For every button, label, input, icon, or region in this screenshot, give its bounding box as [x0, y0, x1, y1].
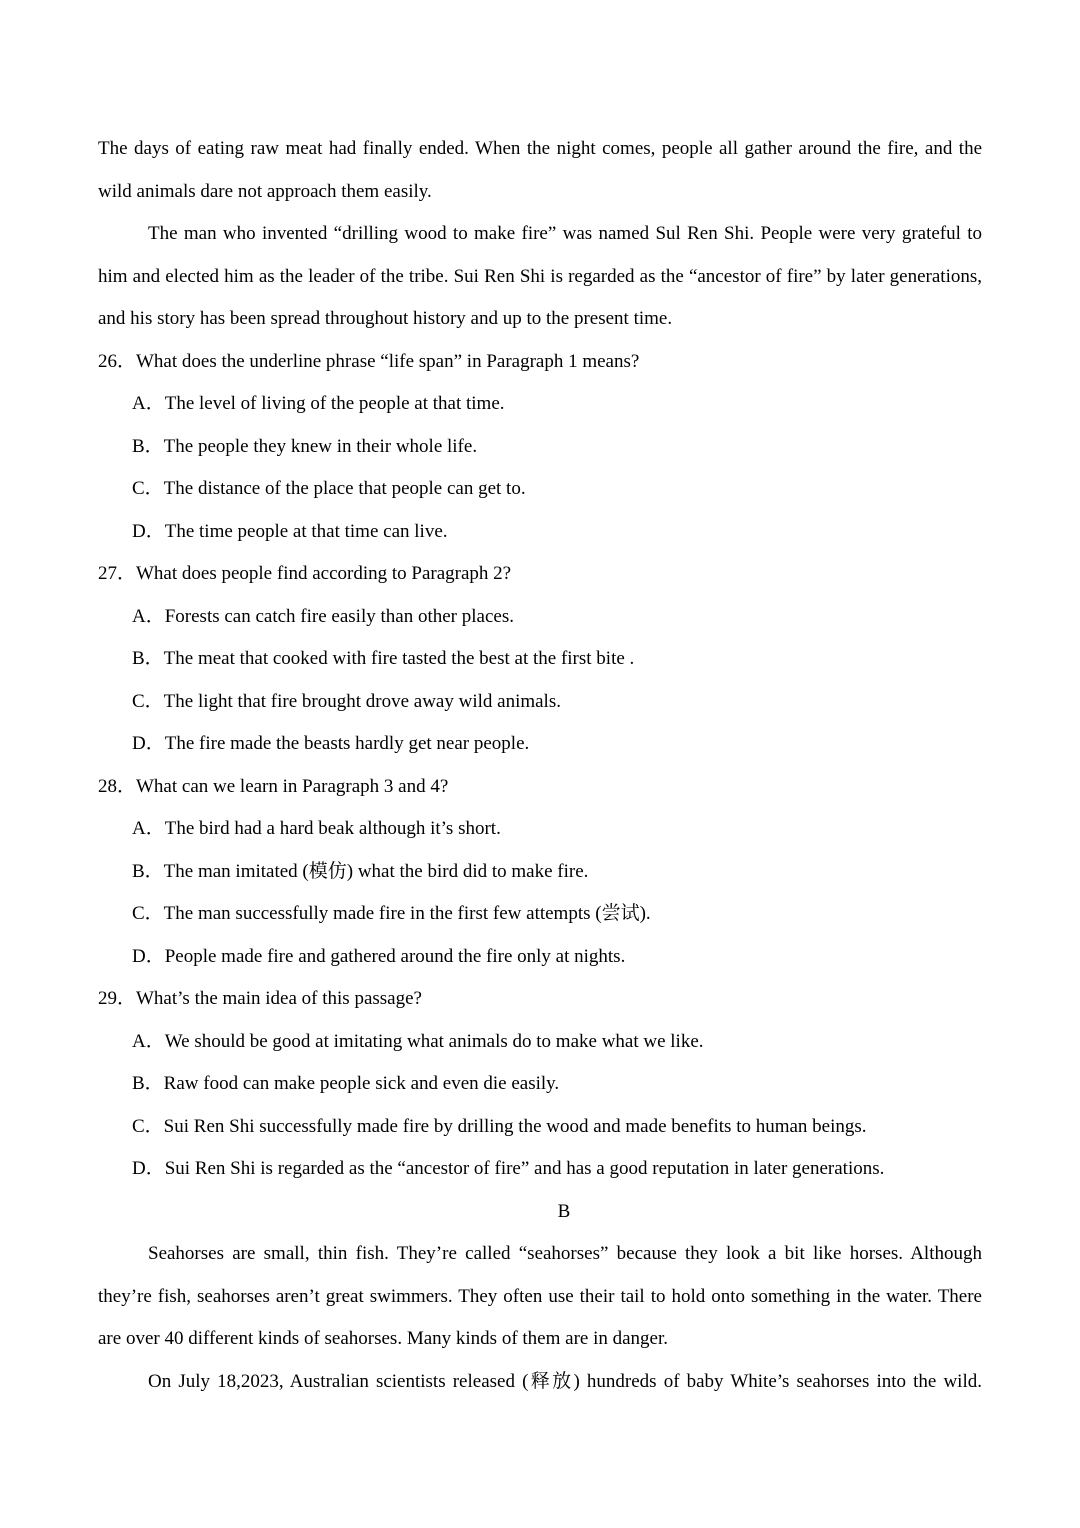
question-26 [98, 341, 982, 554]
option-a: A．The bird had a hard beak although it’s short. [132, 818, 501, 839]
option-c: C．The man successfully made fire in the first few attempts (尝试). [132, 903, 651, 924]
passage-paragraph: Seahorses are small, thin fish. They’re called “seahorses” because they look a bit like horses. Although they’re fish, seahorses aren’t great swimmers. They often use their tail to hold onto something in the water. There are over 40 different kinds of seahorses. Many kinds of them are in danger. [98, 1243, 982, 1349]
question-stem: 26．What does the underline phrase “life span” in Paragraph 1 means? [98, 350, 640, 372]
option-d: D．People made fire and gathered around the fire only at nights. [132, 945, 626, 967]
option-c: C．Sui Ren Shi successfully made fire by drilling the wood and made benefits to human beings. [132, 1115, 867, 1137]
option-b: B．The people they knew in their whole life. [132, 435, 478, 457]
option-b: B．Raw food can make people sick and even die easily. [132, 1073, 560, 1094]
option-a: A．Forests can catch fire easily than other places. [132, 605, 514, 627]
passage-paragraph: On July 18,2023, Australian scientists released (释放) hundreds of baby White’s seahorses into the wild. [148, 1370, 982, 1392]
question-28 [98, 766, 982, 979]
question-stem: 28．What can we learn in Paragraph 3 and 4? [98, 775, 449, 797]
option-d: D．Sui Ren Shi is regarded as the “ancestor of fire” and has a good reputation in later generations. [132, 1158, 885, 1179]
question-29 [98, 978, 982, 1191]
option-a: A．We should be good at imitating what animals do to make what we like. [132, 1030, 704, 1052]
question-stem: 29．What’s the main idea of this passage? [98, 988, 422, 1009]
option-b: B．The man imitated (模仿) what the bird did to make fire. [132, 860, 589, 882]
question-stem: 27．What does people find according to Paragraph 2? [98, 563, 512, 584]
option-d: D．The time people at that time can live. [132, 520, 448, 542]
passage-paragraph: The man who invented “drilling wood to make fire” was named Sul Ren Shi. People were very grateful to him and elected him as the leader of the tribe. Sui Ren Shi is regarded as the “ancestor of fire” by later generations, and his story has been spread throughout history and up to the present time. [98, 223, 982, 329]
document-page [98, 128, 982, 1403]
option-b: B．The meat that cooked with fire tasted the best at the first bite . [132, 648, 635, 669]
option-d: D．The fire made the beasts hardly get near people. [132, 733, 530, 754]
option-c: C．The distance of the place that people can get to. [132, 478, 526, 499]
option-c: C．The light that fire brought drove away wild animals. [132, 690, 561, 712]
passage-paragraph: The days of eating raw meat had finally ended. When the night comes, people all gather around the fire, and the wild animals dare not approach them easily. [98, 138, 982, 202]
question-27 [98, 553, 982, 766]
option-a: A．The level of living of the people at that time. [132, 393, 505, 414]
section-heading: B [557, 1200, 571, 1222]
